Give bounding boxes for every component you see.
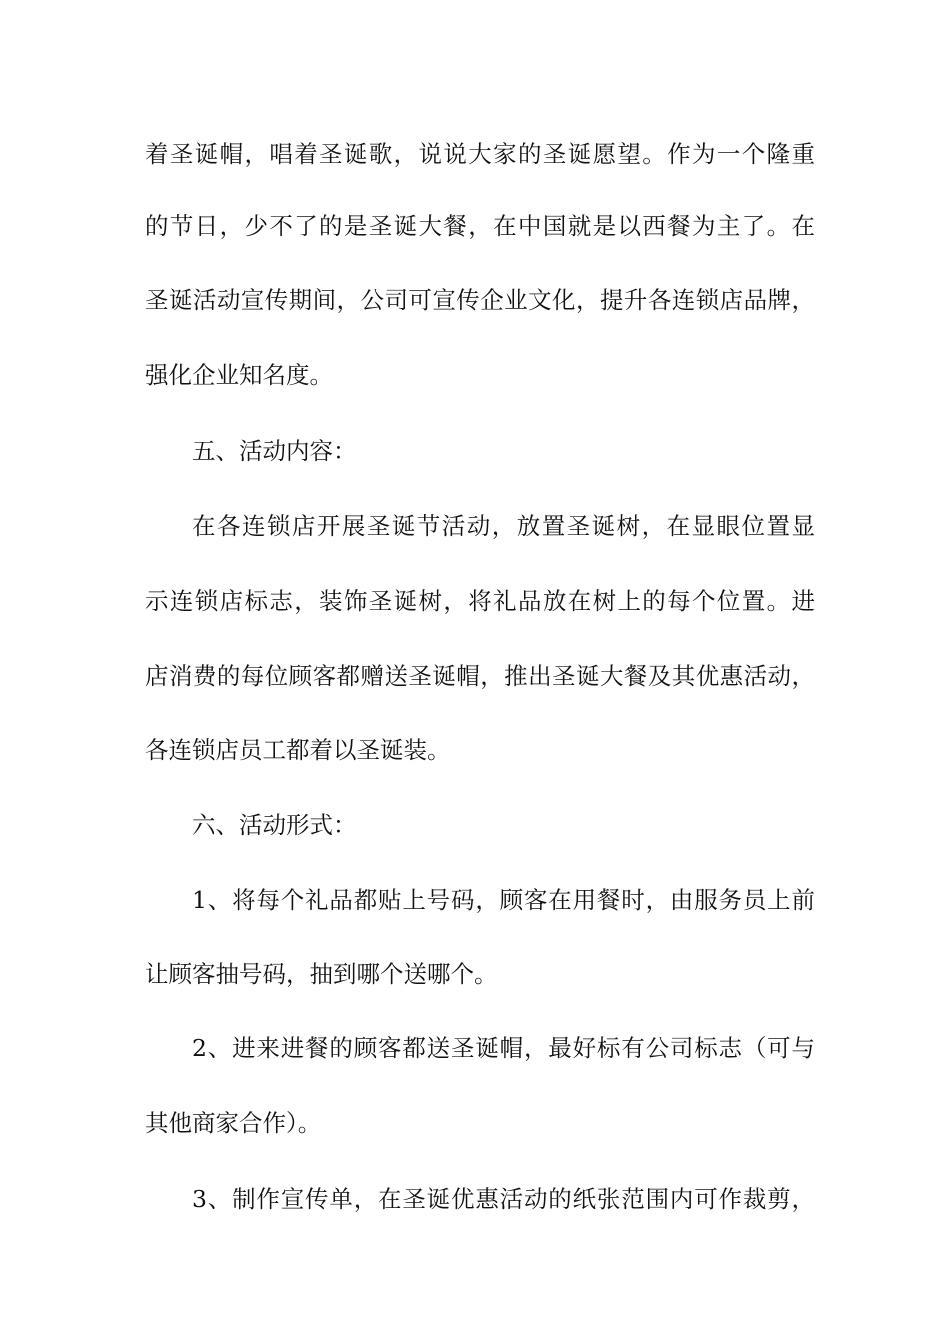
text-line: 的节日，少不了的是圣诞大餐，在中国就是以西餐为主了。在 bbox=[145, 212, 815, 240]
list-item: 1、将每个礼品都贴上号码，顾客在用餐时，由服务员上前 bbox=[192, 886, 815, 914]
list-item: 2、进来进餐的顾客都送圣诞帽，最好标有公司标志（可与 bbox=[192, 1034, 815, 1062]
section-heading: 五、活动内容： bbox=[192, 437, 357, 465]
section-heading: 六、活动形式： bbox=[192, 811, 357, 839]
text-line: 圣诞活动宣传期间，公司可宣传企业文化，提升各连锁店品牌， bbox=[145, 286, 815, 314]
text-line: 在各连锁店开展圣诞节活动，放置圣诞树，在显眼位置显 bbox=[192, 512, 815, 540]
text-line: 示连锁店标志，装饰圣诞树，将礼品放在树上的每个位置。进 bbox=[145, 587, 815, 615]
text-line: 其他商家合作）。 bbox=[145, 1109, 322, 1137]
list-item: 3、制作宣传单，在圣诞优惠活动的纸张范围内可作裁剪， bbox=[192, 1185, 815, 1213]
text-line: 让顾客抽号码，抽到哪个送哪个。 bbox=[145, 960, 498, 988]
text-line: 各连锁店员工都着以圣诞装。 bbox=[145, 736, 451, 764]
text-line: 着圣诞帽，唱着圣诞歌，说说大家的圣诞愿望。作为一个隆重 bbox=[145, 140, 815, 168]
text-line: 店消费的每位顾客都赠送圣诞帽，推出圣诞大餐及其优惠活动， bbox=[145, 662, 815, 690]
text-line: 强化企业知名度。 bbox=[145, 361, 333, 389]
